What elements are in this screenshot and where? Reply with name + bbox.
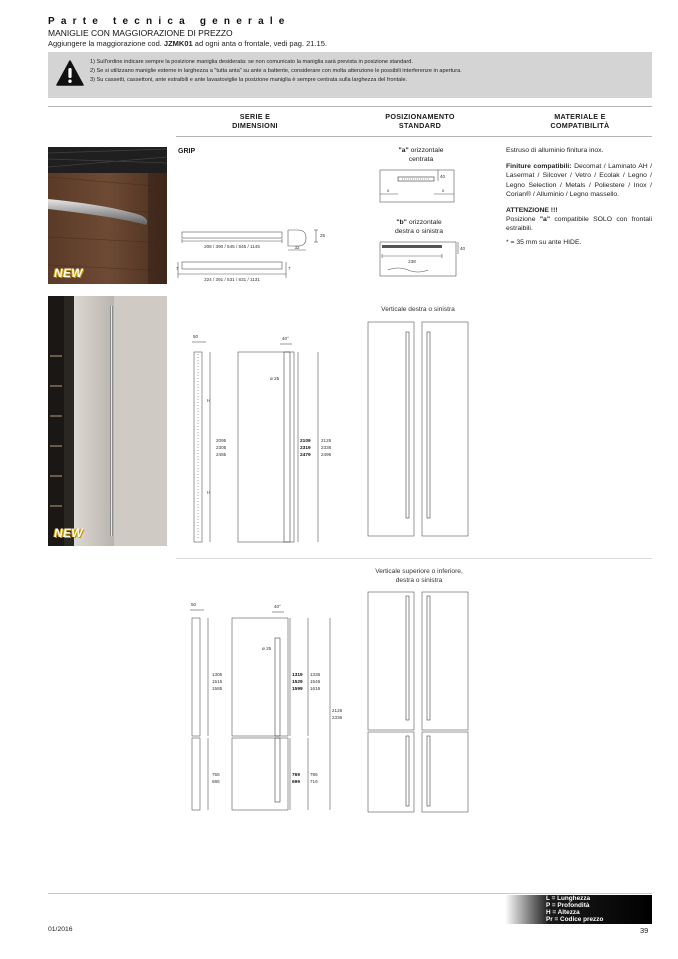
abbreviation-legend-lines	[546, 896, 603, 924]
vertical-handle-photo-art	[48, 296, 167, 546]
vertical1-height-1: 2305	[216, 445, 227, 450]
attention-suffix: compatibile SOLO con frontali estraibili.	[506, 216, 653, 233]
vertical2-upper-2: 1585	[212, 686, 223, 691]
vertical2-lower-total-1: 716	[310, 779, 318, 784]
footer-date: 01/2016	[48, 926, 73, 933]
vertical2-upper-total-0: 1336	[310, 672, 321, 677]
surcharge-note-suffix: ad ogni anta o frontale, vedi pag. 21.15.	[194, 39, 327, 48]
vertical1-width: 50	[193, 334, 199, 339]
position-a-text-2: centrata	[408, 156, 434, 163]
footer-divider	[48, 893, 652, 894]
legend-line: H = Altezza	[546, 908, 580, 916]
position-b-text: orizzontale	[408, 219, 442, 226]
dim-height: 25	[320, 233, 326, 238]
attention-note	[506, 206, 652, 234]
column-header-serie	[205, 112, 305, 130]
vertical-handle-photo	[48, 296, 167, 546]
position-b-code: "b"	[396, 219, 407, 226]
vertical1-height-2: 2485	[216, 452, 227, 457]
vertical1-height-bold-1: 2319	[300, 446, 311, 451]
position-b-label	[372, 218, 466, 236]
vertical2-caption-line: destra o sinistra	[395, 577, 443, 584]
vertical2-total-1: 2336	[332, 715, 343, 720]
column-header-line: DIMENSIONI	[232, 121, 278, 130]
compatible-finishes-label: Finiture compatibili:	[506, 163, 572, 171]
surcharge-code: JZMK01	[163, 39, 193, 48]
position-a-x-right: x	[442, 188, 445, 193]
vertical2-lower-bold-1: 699	[292, 780, 301, 785]
position-a-x-left: x	[387, 188, 390, 193]
legend-line: Pr = Codice prezzo	[546, 915, 604, 923]
dim-lengths-bottom: 224 / 391 / 531 / 831 / 1131	[204, 277, 260, 282]
vertical2-total-0: 2126	[332, 708, 343, 713]
vertical2-lower-1: 685	[212, 779, 220, 784]
column-header-line: POSIZIONAMENTO	[385, 112, 455, 121]
vertical2-angle: 40°	[274, 604, 281, 609]
surcharge-note	[48, 39, 327, 48]
vertical1-total-0: 2126	[321, 438, 332, 443]
divider	[176, 558, 652, 559]
vertical2-lower-total-0: 786	[310, 772, 318, 777]
vertical2-upper-total-2: 1616	[310, 686, 321, 691]
product-name: GRIP	[178, 148, 196, 155]
warning-lines	[90, 58, 462, 85]
vertical1-hole: ø 25	[270, 376, 280, 381]
warning-line: 2) Se si utilizzano maniglie esterne in larghezza a "tutta anta" su ante a battente, considerare con molta attenzione le possibili interferenze in apertura.	[90, 68, 462, 74]
warning-line: 1) Sull'ordine indicare sempre la posizione maniglia desiderata: se non comunicato la maniglia sarà prevista in posizione standard.	[90, 59, 413, 65]
section-subtitle: MANIGLIE CON MAGGIORAZIONE DI PREZZO	[48, 28, 233, 38]
attention-code: "a"	[539, 216, 551, 224]
vertical2-upper-bold-2: 1599	[292, 687, 303, 692]
position-b-text-2: destra o sinistra	[395, 228, 443, 235]
vertical2-lower-bold-0: 769	[292, 773, 301, 778]
attention-title: ATTENZIONE !!!	[506, 207, 558, 215]
column-header-line: STANDARD	[398, 121, 442, 130]
page-title: Parte tecnica generale	[48, 16, 291, 27]
position-a-label	[376, 146, 466, 164]
column-header-materiale	[525, 112, 635, 130]
vertical2-caption	[354, 567, 484, 585]
vertical1-height-0: 2095	[216, 438, 227, 443]
dim-depth: 32	[294, 245, 300, 250]
compatible-finishes	[506, 162, 652, 199]
legend-line: P = Profondità	[546, 901, 590, 909]
vertical2-width: 50	[191, 602, 197, 607]
material-description: Estruso di alluminio finitura inox.	[506, 147, 604, 154]
vertical2-upper-0: 1305	[212, 672, 223, 677]
position-b-dim-length: 238	[408, 259, 416, 264]
vertical1-caption: Verticale destra o sinistra	[381, 306, 455, 313]
position-b-drawing	[378, 240, 468, 280]
vertical1-position-drawing	[366, 320, 476, 540]
new-badge: NEW	[54, 526, 83, 540]
column-header-posizionamento	[365, 112, 475, 130]
dim-side-left: 7	[176, 266, 179, 271]
compatible-finishes-text: Decomat / Laminato AH / Lasermat / Silcover / Vetro / Ecolak / Legno / Legno Selection / Metals / Poliestere / Inox / Corian® / Alluminio / Legno massello.	[506, 163, 653, 198]
column-header-line: SERIE E	[239, 112, 271, 121]
grip-handle-photo	[48, 147, 167, 284]
position-b-dim-height: 40	[460, 246, 466, 251]
legend-line: L = Lunghezza	[546, 895, 591, 902]
dim-side-right: 7	[288, 266, 291, 271]
vertical2-upper-bold-0: 1319	[292, 673, 303, 678]
warning-box	[48, 52, 652, 98]
vertical1-mark: H	[207, 490, 211, 495]
vertical2-upper-total-1: 1546	[310, 679, 321, 684]
position-a-code: "a"	[398, 147, 409, 154]
vertical-split-handle-drawing	[176, 598, 346, 813]
divider	[176, 136, 652, 137]
surcharge-note-prefix: Aggiungere la maggiorazione cod.	[48, 39, 162, 48]
vertical2-upper-1: 1515	[212, 679, 223, 684]
dim-lengths-top: 208 / 390 / 545 / 845 / 1145	[204, 244, 260, 249]
warning-icon	[56, 60, 84, 86]
vertical-handle-drawing	[176, 330, 336, 550]
vertical2-lower-0: 755	[212, 772, 220, 777]
column-header-line: MATERIALE E	[554, 112, 606, 121]
position-a-text: orizzontale	[410, 147, 444, 154]
warning-line: 3) Su cassetti, cassettoni, ante estraibili e ante lavastoviglie la posizione maniglia è sempre centrata sulla larghezza del frontale.	[90, 77, 408, 83]
attention-prefix: Posizione	[506, 216, 536, 224]
vertical1-height-bold-2: 2479	[300, 453, 311, 458]
vertical2-caption-line: Verticale superiore o inferiore,	[375, 568, 463, 575]
page-number: 39	[640, 926, 649, 935]
grip-dimension-drawing	[176, 222, 336, 286]
vertical1-height-bold-0: 2109	[300, 439, 311, 444]
vertical2-position-drawing	[366, 590, 476, 814]
vertical2-hole: ø 25	[262, 646, 272, 651]
vertical1-total-2: 2496	[321, 452, 332, 457]
position-a-drawing	[378, 168, 468, 206]
vertical1-mark: H	[207, 398, 211, 403]
position-a-dim: 40	[440, 174, 446, 179]
new-badge: NEW	[54, 266, 83, 280]
vertical1-angle: 40°	[282, 336, 289, 341]
vertical2-upper-bold-1: 1529	[292, 680, 303, 685]
divider	[48, 106, 652, 107]
vertical1-total-1: 2336	[321, 445, 332, 450]
grip-handle-photo-art	[48, 147, 167, 284]
column-header-line: COMPATIBILITÀ	[550, 121, 610, 130]
hide-footnote: * = 35 mm su ante HIDE.	[506, 238, 582, 246]
material-compatibility	[506, 146, 652, 254]
